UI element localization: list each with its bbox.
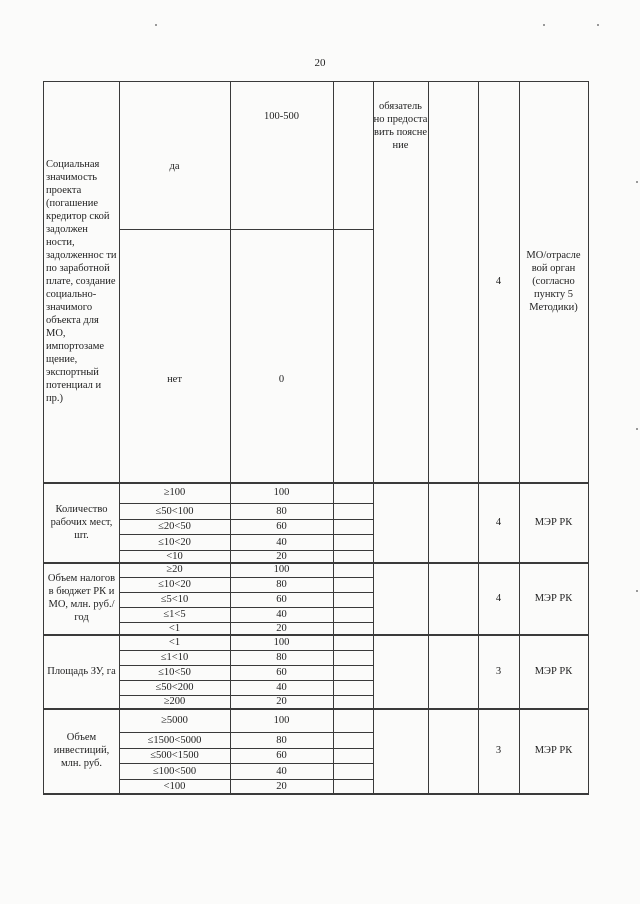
option-value: ≤10<20 [158, 537, 191, 548]
option-value: да [169, 161, 180, 172]
option-score: 80 [276, 506, 287, 517]
column-rule [428, 482, 429, 562]
column-rule [230, 81, 231, 482]
option-value: ≥200 [163, 696, 186, 707]
row-separator [43, 793, 589, 795]
table-edge-rule [43, 562, 44, 634]
option-score: 60 [276, 667, 287, 678]
option-value: ≤1<5 [163, 609, 186, 620]
option-note: обязатель но предоста вить поясне ние [373, 101, 428, 151]
column-rule [333, 562, 334, 634]
data-source: МЭР РК [534, 593, 573, 604]
option-value: ≤10<50 [158, 667, 191, 678]
option-score: 20 [276, 781, 287, 792]
option-score: 100 [273, 637, 290, 648]
option-value: ≥5000 [161, 715, 188, 726]
option-score: 100-500 [264, 111, 299, 122]
scan-speck [636, 428, 638, 430]
option-value: <1 [168, 623, 181, 634]
table-edge-rule [43, 482, 44, 562]
option-score: 60 [276, 594, 287, 605]
column-rule [519, 81, 520, 482]
option-score: 20 [276, 623, 287, 634]
column-rule [428, 81, 429, 482]
column-rule [333, 81, 334, 482]
option-score: 40 [276, 682, 287, 693]
sub-row-rule [119, 763, 373, 764]
scan-speck [543, 24, 545, 26]
option-value: ≤5<10 [160, 594, 189, 605]
sub-row-rule [119, 732, 373, 733]
option-value: ≤1500<5000 [147, 735, 202, 746]
row-separator [43, 482, 589, 484]
table-edge-rule [588, 634, 589, 708]
option-score: 80 [276, 735, 287, 746]
option-value: <100 [163, 781, 186, 792]
option-score: 100 [273, 564, 290, 575]
column-rule [373, 562, 374, 634]
scan-speck [636, 181, 638, 183]
data-source: МЭР РК [534, 666, 573, 677]
table-edge-rule [43, 708, 44, 793]
column-rule [373, 482, 374, 562]
option-value: <1 [168, 637, 181, 648]
option-value: ≤50<200 [155, 682, 194, 693]
table-edge-rule [588, 708, 589, 793]
column-rule [519, 482, 520, 562]
column-rule [333, 708, 334, 793]
option-score: 60 [276, 521, 287, 532]
table-edge-rule [43, 81, 44, 482]
column-rule [519, 708, 520, 793]
option-value: ≥100 [163, 487, 186, 498]
criterion-weight: 4 [495, 593, 502, 604]
sub-row-rule [119, 229, 373, 230]
option-value: ≤20<50 [158, 521, 191, 532]
option-score: 80 [276, 652, 287, 663]
option-score: 20 [276, 696, 287, 707]
column-rule [373, 634, 374, 708]
column-rule [119, 81, 120, 482]
option-value: ≤1<10 [160, 652, 189, 663]
scan-speck [636, 590, 638, 592]
criterion-name: Объем налогов в бюджет РК и МО, млн. руб./год [47, 573, 116, 623]
option-value: <10 [166, 551, 183, 562]
criterion-weight: 3 [495, 745, 502, 756]
option-value: ≥20 [166, 564, 183, 575]
column-rule [428, 634, 429, 708]
criterion-weight: 4 [495, 276, 502, 287]
table-edge-rule [43, 634, 44, 708]
option-score: 0 [278, 374, 285, 385]
data-source: МЭР РК [534, 745, 573, 756]
option-score: 100 [273, 715, 290, 726]
column-rule [373, 708, 374, 793]
criterion-name: Площадь ЗУ, га [47, 666, 116, 677]
row-separator [43, 708, 589, 710]
table-edge-rule [588, 482, 589, 562]
option-score: 60 [276, 750, 287, 761]
criterion-name: Количество рабочих мест, шт. [50, 504, 113, 541]
sub-row-rule [119, 534, 373, 535]
column-rule [519, 562, 520, 634]
column-rule [519, 634, 520, 708]
option-score: 20 [276, 551, 287, 562]
option-score: 40 [276, 537, 287, 548]
option-score: 40 [276, 766, 287, 777]
option-value: ≤100<500 [152, 766, 197, 777]
scan-speck [597, 24, 599, 26]
criterion-name: Объем инвестиций, млн. руб. [53, 732, 110, 769]
table-edge-rule [588, 562, 589, 634]
option-value: ≤50<100 [155, 506, 194, 517]
page-number: 20 [314, 57, 326, 69]
option-score: 100 [273, 487, 290, 498]
column-rule [333, 634, 334, 708]
option-score: 80 [276, 579, 287, 590]
data-source: МЭР РК [534, 517, 573, 528]
column-rule [428, 708, 429, 793]
criterion-weight: 3 [495, 666, 502, 677]
option-value: нет [167, 374, 182, 385]
option-score: 40 [276, 609, 287, 620]
data-source: МО/отрасле вой орган (согласно пункту 5 Методики) [526, 250, 581, 313]
table-edge-rule [588, 81, 589, 482]
sub-row-rule [119, 503, 373, 504]
table-top-rule [43, 81, 589, 82]
column-rule [428, 562, 429, 634]
criterion-weight: 4 [495, 517, 502, 528]
option-value: ≤10<20 [158, 579, 191, 590]
option-value: ≤500<1500 [150, 750, 199, 761]
criterion-name: Социальная значимость проекта (погашение кредитор ской задолжен ности, задолженнос ти по заработной плате, создание социально-значимого объекта для МО, импортозаме щение, экспортный потенциал и пр.) [46, 159, 117, 404]
scan-speck [155, 24, 157, 26]
